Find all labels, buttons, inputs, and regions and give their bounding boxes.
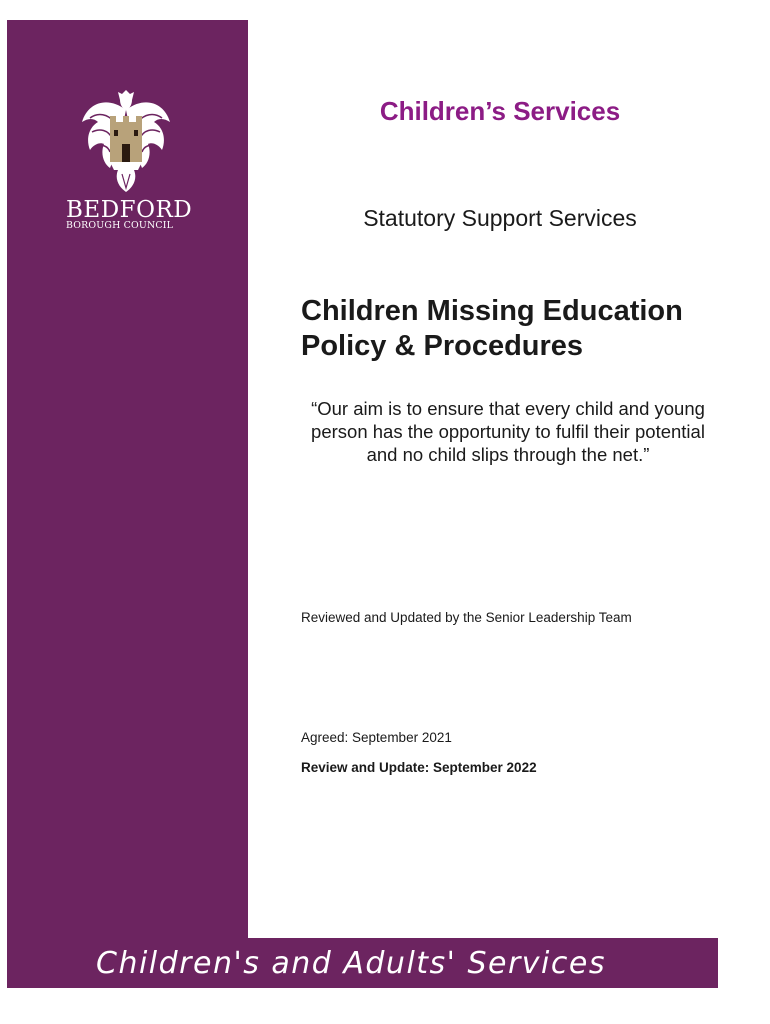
reviewed-by-text: Reviewed and Updated by the Senior Leadership Team bbox=[301, 610, 632, 625]
mission-quote: “Our aim is to ensure that every child and young person has the opportunity to fulfil their potential and no child slips through the net.” bbox=[311, 398, 705, 465]
review-update-date: Review and Update: September 2022 bbox=[301, 760, 537, 775]
department-heading: Children’s Services bbox=[379, 96, 621, 126]
crest-icon bbox=[78, 88, 174, 196]
logo-name: BEDFORD bbox=[66, 197, 193, 223]
title-line-1: Children Missing Education bbox=[301, 295, 683, 327]
title-line-2: Policy & Procedures bbox=[301, 330, 584, 362]
footer-text: Children's and Adults' Services bbox=[96, 946, 606, 981]
agreed-date: Agreed: September 2021 bbox=[301, 730, 452, 745]
subtitle: Statutory Support Services bbox=[363, 205, 637, 231]
logo-subname: BOROUGH COUNCIL bbox=[66, 220, 174, 231]
page-title bbox=[301, 294, 741, 364]
